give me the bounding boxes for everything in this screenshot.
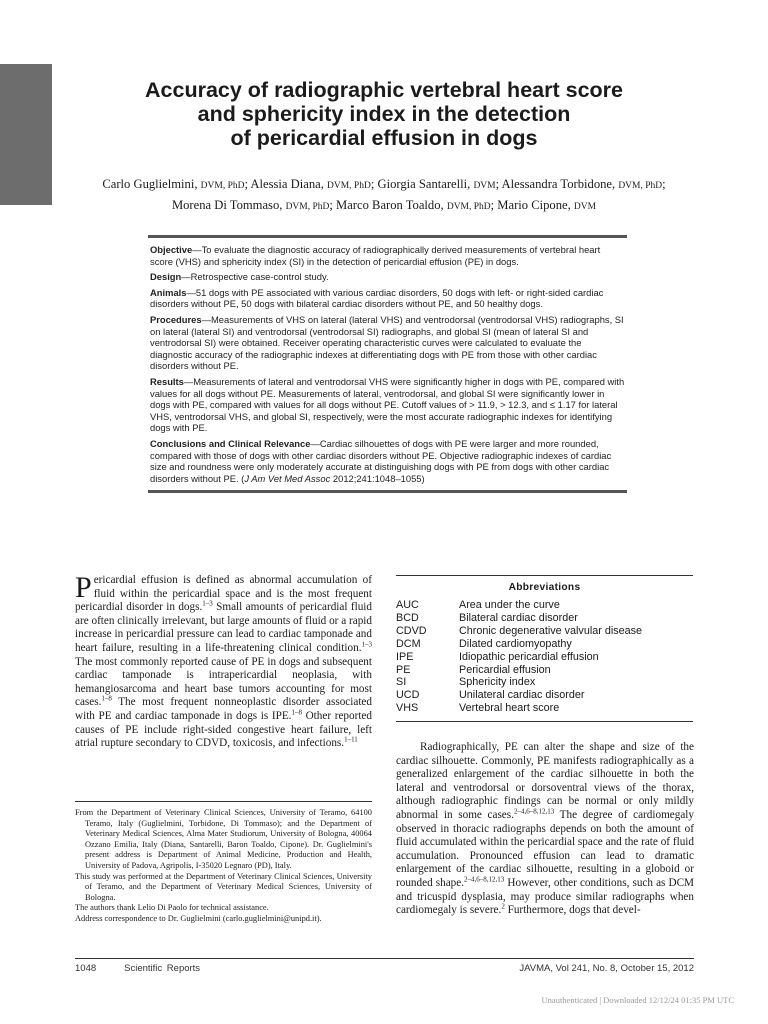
reference-citation: 1–3 — [361, 640, 372, 649]
abbreviation-definition: Unilateral cardiac disorder — [459, 689, 585, 702]
author-line — [40, 196, 728, 217]
abbreviation-definition: Dilated cardiomyopathy — [459, 637, 572, 650]
footnote: From the Department of Veterinary Clinical Sciences, University of Teramo, 64100 Teramo, Italy (Guglielmini, Torbidone, Di Tommaso); and the Department of Veterinary Medical Sciences, Alma Mater Studiorum, University of Bologna, 40064 Ozzano Emilia, Italy (Diana, Santarelli, Baron Toaldo, Cipone). Dr. Guglielmini's present address is Department of Animal Medicine, Production and Health, University of Padova, Agripolis, I-35020 Legnaro (PD), Italy. — [75, 808, 372, 870]
abstract-label: Design — [150, 271, 182, 283]
author-line — [40, 175, 728, 196]
author-degree: DVM — [473, 181, 496, 191]
abstract-label: Procedures — [150, 313, 202, 325]
abstract-text: —Measurements of VHS on lateral (lateral VHS) and ventrodorsal (ventrodorsal VHS) radiographs, SI on lateral (lateral SI) and ventrodorsal (ventrodorsal SI) radiographs, and global SI (mean of lateral SI and ventrodorsal SI) were obtained. Receiver operating characteristic curves were calculated to evaluate the diagnostic accuracy of the radiographic indexes at differentiating dogs with PE from those with other cardiac disorders without PE. — [150, 313, 624, 372]
body-text: The most frequent nonneoplastic disorder associated with PE and cardiac tamponade in dogs is IPE. — [75, 696, 372, 722]
author-degree: DVM, PhD — [327, 181, 371, 191]
abbreviation-definition: Idiopathic pericardial effusion — [459, 650, 599, 663]
author-name: Morena Di Tommaso, — [171, 198, 286, 212]
title-line: Accuracy of radiographic vertebral heart score — [145, 78, 623, 102]
author-name: ; Marco Baron Toaldo, — [329, 198, 447, 212]
abbreviation-row — [396, 638, 693, 651]
abbreviation-term: VHS — [396, 702, 419, 715]
abstract-label: Objective — [150, 244, 193, 255]
citation-journal: J Am Vet Med Assoc — [244, 472, 331, 484]
author-degree: DVM, PhD — [285, 202, 330, 212]
abbreviation-row — [396, 664, 693, 677]
abbreviation-row — [396, 689, 693, 702]
abstract-section — [150, 271, 625, 283]
section-name: Scientific Reports — [124, 963, 201, 974]
body-text: Furthermore, dogs that devel- — [504, 904, 641, 917]
author-name: ; Alessia Diana, — [244, 177, 328, 191]
author-name: Carlo Guglielmini, — [102, 177, 201, 191]
footnote: Address correspondence to Dr. Guglielmini (carlo.guglielmini@unipd.it). — [75, 913, 322, 923]
reference-citation: 2 — [501, 902, 505, 911]
intro-column-right — [396, 741, 694, 918]
abstract-section — [150, 244, 625, 267]
author-list — [40, 175, 728, 217]
abbreviation-definition: Bilateral cardiac disorder — [459, 611, 578, 624]
abstract-text: —51 dogs with PE associated with various cardiac disorders, 50 dogs with left- or right-sided cardiac disorders without PE, 50 dogs with bilateral cardiac disorders without PE, and 50 healthy dogs. — [150, 286, 604, 310]
reference-citation: 1–8 — [291, 708, 302, 717]
abbreviation-term: BCD — [396, 611, 419, 624]
intro-column-left — [75, 571, 372, 751]
reference-citation: 2–4,6–8,12,13 — [513, 807, 555, 816]
affiliation-footnotes — [75, 801, 372, 925]
abstract-label: Results — [150, 375, 184, 387]
abbreviation-row — [396, 599, 693, 612]
article-title — [60, 78, 708, 150]
reference-citation: 2–4,6–8,12,13 — [464, 875, 505, 884]
abbreviation-term: CDVD — [396, 624, 427, 637]
abbreviation-row — [396, 676, 693, 689]
body-text: ericardial effusion is defined as abnormal accumulation of fluid within the pericardial space and is the most frequent pericardial disorder in dogs. — [75, 574, 372, 614]
title-line: of pericardial effusion in dogs — [230, 126, 538, 150]
body-text: Other reported causes of PE include right-sided congestive heart failure, left atrial rupture secondary to CDVD, toxicosis, and infections. — [75, 709, 372, 750]
reference-citation: 1–11 — [344, 735, 358, 744]
abbreviation-term: UCD — [396, 689, 420, 702]
abstract-label: Animals — [150, 286, 187, 298]
author-degree: DVM — [573, 202, 597, 212]
abbreviation-definition: Area under the curve — [459, 599, 560, 611]
abbreviation-term: DCM — [396, 637, 421, 650]
body-text: The degree of cardiomegaly observed in thoracic radiographs depends on both the amount of fluid accumulated within the pericardial space and the rate of fluid accumulation. Pronounced effusion can lead to dramatic enlargement of the cardiac silhouette, resulting in a globoid or rounded shape. — [396, 808, 695, 889]
abbreviations-box — [396, 575, 693, 722]
abbreviation-term: AUC — [396, 599, 419, 611]
body-text: However, other conditions, such as DCM and tricuspid dysplasia, may produce similar radiographs when cardiomegaly is severe. — [396, 876, 695, 917]
abbreviation-row — [396, 612, 693, 625]
author-name: ; Alessandra Torbidone, — [495, 177, 619, 191]
body-text: The most commonly reported cause of PE in dogs and subsequent cardiac tamponade is intrapericardial neoplasia, with hemangiosarcoma and heart base tumors accounting for most cases. — [75, 655, 372, 709]
abstract-section — [150, 287, 625, 310]
download-watermark: Unauthenticated | Downloaded 12/12/24 01:35 PM UTC — [541, 995, 734, 1005]
abbreviation-definition: Pericardial effusion — [459, 663, 551, 676]
abbreviation-row — [396, 702, 693, 715]
abbreviation-row — [396, 651, 693, 664]
drop-cap: P — [75, 571, 92, 604]
abstract-section — [150, 376, 625, 434]
abbreviation-definition: Chronic degenerative valvular disease — [459, 624, 643, 637]
footnote: This study was performed at the Department of Veterinary Clinical Sciences, University of Teramo, and the Department of Veterinary Medical Sciences, University of Bologna. — [75, 871, 372, 902]
abbreviations-list — [396, 599, 693, 715]
abstract-text: —To evaluate the diagnostic accuracy of radiographically derived measurements of vertebral heart score (VHS) and sphericity index (SI) in the detection of pericardial effusion (PE) in dogs. — [150, 244, 601, 267]
intro-text — [75, 571, 372, 750]
body-text: Radiographically, PE can alter the shape and size of the cardiac silhouette. Commonly, PE manifests radiographically as a generalized enlargement of the cardiac silhouette in both the lateral and ventrodorsal or dorsoventral views of the thorax, although radiographic findings can be normal or only mildly abnormal in some cases. — [396, 741, 694, 821]
author-degree: DVM, PhD — [446, 202, 491, 212]
abstract-section — [150, 438, 625, 484]
footer-rule — [75, 958, 694, 959]
author-degree: DVM, PhD — [618, 181, 663, 191]
reference-citation: 1–8 — [101, 694, 112, 703]
abbreviation-definition: Sphericity index — [459, 676, 536, 689]
title-line: and sphericity index in the detection — [197, 102, 571, 126]
abbreviations-title: Abbreviations — [508, 582, 581, 593]
author-degree: DVM, PhD — [200, 181, 245, 191]
footer-left — [75, 963, 228, 974]
page-number: 1048 — [75, 963, 97, 974]
citation-details: 2012;241:1048–1055) — [330, 472, 425, 484]
footnote: The authors thank Lelio Di Paolo for technical assistance. — [75, 903, 269, 913]
body-text: Small amounts of pericardial fluid are often clinically irrelevant, but large amounts of fluid or a rapid increase in pericardial pressure can lead to cardiac tamponade and heart failure, resulting in a life-threatening clinical condition. — [75, 601, 372, 654]
abstract-label: Conclusions and Clinical Relevance — [150, 437, 311, 449]
abstract-text: —Measurements of lateral and ventrodorsal VHS were significantly higher in dogs with PE, compared with values for all dogs without PE. Measurements of lateral, ventrodorsal, and global SI were significantly lower in dogs with PE, compared with values for all dogs without PE. Cutoff values of > 11.9, > 12.3, and ≤ 1.17 for lateral VHS, ventrodorsal VHS, and global SI, respectively, were the most accurate radiographic indexes for identifying dogs with PE. — [150, 375, 625, 434]
abbreviation-term: PE — [396, 663, 411, 676]
abbreviation-row — [396, 625, 693, 638]
author-name: ; Mario Cipone, — [490, 198, 574, 212]
abbreviation-definition: Vertebral heart score — [459, 702, 560, 715]
abstract-text: —Cardiac silhouettes of dogs with PE were larger and more rounded, compared with those of dogs with other cardiac disorders without PE. Objective radiographic indexes of cardiac size and roundness were only moderately accurate at distinguishing dogs with PE from dogs with other cardiac disorders without PE. ( — [150, 437, 612, 484]
intro-text — [396, 741, 694, 916]
abstract-section — [150, 314, 625, 372]
abstract-box — [148, 235, 627, 493]
abbreviation-term: IPE — [396, 650, 414, 663]
journal-citation: JAVMA, Vol 241, No. 8, October 15, 2012 — [519, 963, 694, 974]
abbreviation-term: SI — [396, 676, 407, 689]
abstract-text: —Retrospective case-control study. — [181, 271, 329, 283]
author-name: ; — [662, 177, 666, 191]
reference-citation: 1–3 — [202, 599, 213, 608]
author-name: ; Giorgia Santarelli, — [370, 177, 474, 191]
